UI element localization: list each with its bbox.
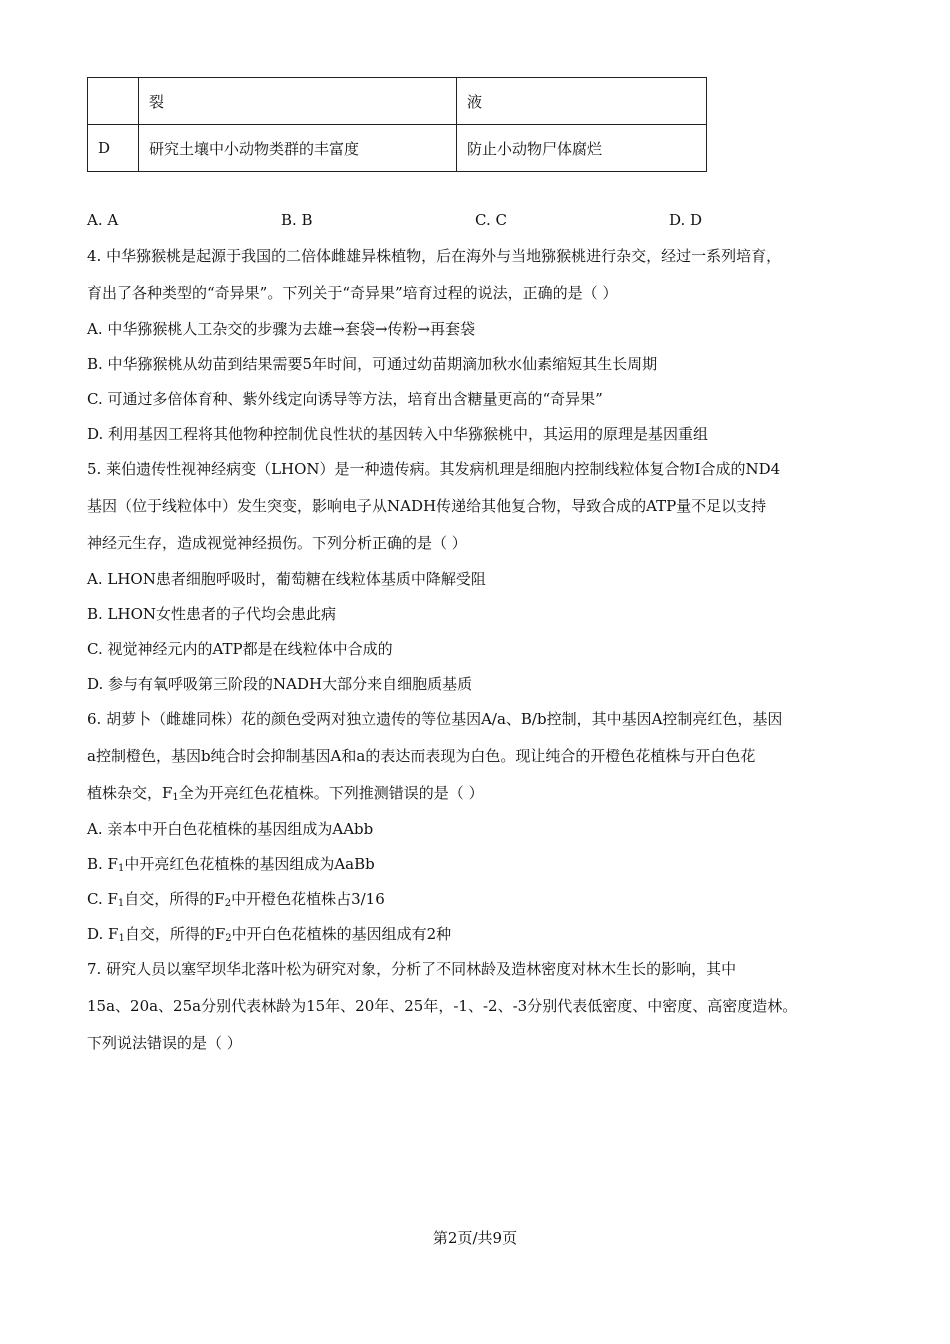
table-cell: [88, 78, 139, 125]
q5-stem-line-3: 神经元生存，造成视觉神经损伤。下列分析正确的是（ ）: [87, 534, 467, 552]
options-table: [87, 77, 707, 172]
text-run: 中开橙色花植株占3/16: [231, 890, 385, 908]
text-run: 自交，所得的F: [124, 925, 226, 943]
q3-choices: [87, 211, 867, 233]
table-cell: 防止小动物尸体腐烂: [457, 125, 707, 172]
choice-b: B. B: [281, 211, 313, 229]
q6-stem-line-3: [87, 782, 484, 804]
q6-option-b: [87, 853, 375, 875]
table-cell: 裂: [139, 78, 457, 125]
q4-option-b: B. 中华猕猴桃从幼苗到结果需要5年时间，可通过幼苗期滴加秋水仙素缩短其生长周期: [87, 355, 658, 373]
text-run: D. F: [87, 925, 119, 943]
text-run: C. F: [87, 890, 118, 908]
q7-stem-line-1: 7. 研究人员以塞罕坝华北落叶松为研究对象，分析了不同林龄及造林密度对林木生长的影响，其中: [87, 960, 737, 978]
table-cell: D: [88, 125, 139, 172]
q7-stem-line-2: 15a、20a、25a分别代表林龄为15年、20年、25年，-1、-2、-3分别代表低密度、中密度、高密度造林。: [87, 997, 798, 1015]
choice-a: A. A: [87, 211, 119, 229]
page-footer: 第2页/共9页: [432, 1229, 518, 1247]
q7-stem-line-3: 下列说法错误的是（ ）: [87, 1034, 242, 1052]
subscript: 1: [118, 933, 125, 944]
text-run: 全为开亮红色花植株。下列推测错误的是（ ）: [178, 784, 484, 802]
subscript: 2: [225, 933, 232, 944]
q6-option-d: [87, 923, 451, 945]
q5-option-a: A. LHON患者细胞呼吸时，葡萄糖在线粒体基质中降解受阻: [87, 570, 486, 588]
subscript: 1: [117, 898, 125, 909]
q5-option-b: B. LHON女性患者的子代均会患此病: [87, 605, 337, 623]
table-row: [88, 78, 707, 125]
text-run: 中开亮红色花植株的基因组成为AaBb: [124, 855, 375, 873]
q4-option-d: D. 利用基因工程将其他物种控制优良性状的基因转入中华猕猴桃中，其运用的原理是基因重组: [87, 425, 709, 443]
q4-option-c: C. 可通过多倍体育种、紫外线定向诱导等方法，培育出含糖量更高的“奇异果”: [87, 390, 603, 408]
subscript: 1: [172, 792, 179, 803]
q5-option-c: C. 视觉神经元内的ATP都是在线粒体中合成的: [87, 640, 393, 658]
table-cell: 研究土壤中小动物类群的丰富度: [139, 125, 457, 172]
table-row: [88, 125, 707, 172]
text-run: 自交，所得的F: [124, 890, 225, 908]
q5-stem-line-2: 基因（位于线粒体中）发生突变，影响电子从NADH传递给其他复合物，导致合成的ATP量不足以支持: [87, 497, 767, 515]
q5-stem-line-1: 5. 莱伯遗传性视神经病变（LHON）是一种遗传病。其发病机理是细胞内控制线粒体复合物Ⅰ合成的ND4: [87, 460, 781, 478]
choice-c: C. C: [475, 211, 507, 229]
q4-option-a: A. 中华猕猴桃人工杂交的步骤为去雄→套袋→传粉→再套袋: [87, 320, 476, 338]
table-cell: 液: [457, 78, 707, 125]
q6-option-a: A. 亲本中开白色花植株的基因组成为AAbb: [87, 820, 374, 838]
text-run: B. F: [87, 855, 118, 873]
q6-stem-line-2: a控制橙色，基因b纯合时会抑制基因A和a的表达而表现为白色。现让纯合的开橙色花植株与开白色花: [87, 747, 756, 765]
q6-stem-line-1: 6. 胡萝卜（雌雄同株）花的颜色受两对独立遗传的等位基因A/a、B/b控制，其中基因A控制亮红色，基因: [87, 710, 783, 728]
choice-d: D. D: [669, 211, 703, 229]
q5-option-d: D. 参与有氧呼吸第三阶段的NADH大部分来自细胞质基质: [87, 675, 473, 693]
subscript: 2: [224, 898, 232, 909]
text-run: 中开白色花植株的基因组成有2种: [231, 925, 452, 943]
q4-stem-line-1: 4. 中华猕猴桃是起源于我国的二倍体雌雄异株植物，后在海外与当地猕猴桃进行杂交，经过一系列培育，: [87, 247, 782, 265]
subscript: 1: [117, 863, 125, 874]
q4-stem-line-2: 育出了各种类型的“奇异果”。下列关于“奇异果”培育过程的说法，正确的是（ ）: [87, 284, 618, 302]
q6-option-c: [87, 888, 385, 910]
text-run: 植株杂交，F: [87, 784, 173, 802]
